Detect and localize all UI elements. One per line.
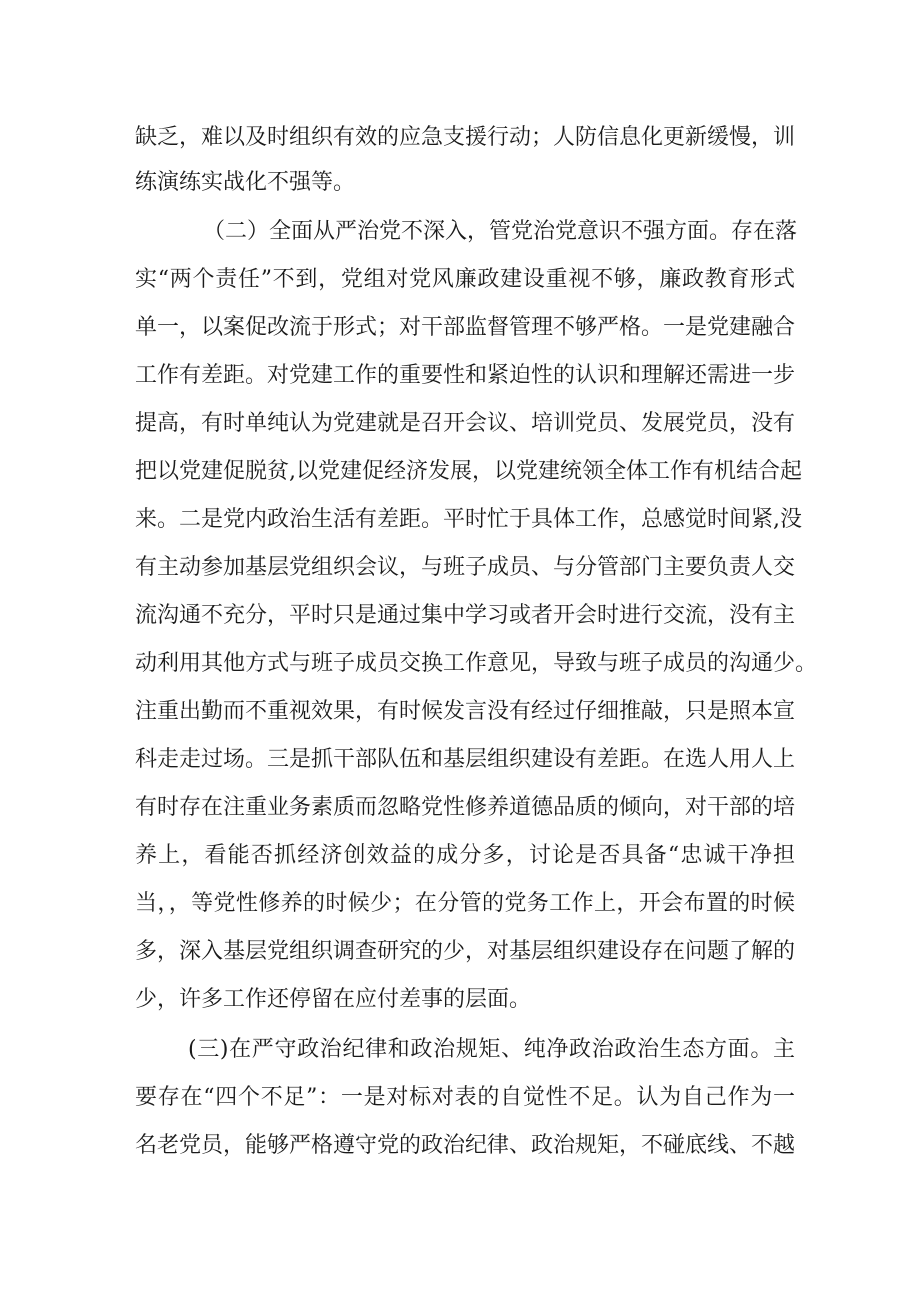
paragraph-heading-3: (三)在严守政治纪律和政治规矩、纯净政治政治生态方面。主 <box>188 1037 795 1062</box>
text-line: 有时存在注重业务素质而忽略党性修养道德品质的倾向，对干部的培 <box>135 795 796 820</box>
text-line: 流沟通不充分，平时只是通过集中学习或者开会时进行交流，没有主 <box>135 603 796 628</box>
text-line: 要存在“四个不足”：一是对标对表的自觉性不足。认为自己作为一 <box>135 1085 795 1110</box>
text-line: 当，，等党性修养的时候少；在分管的党务工作上，开会布置的时候 <box>135 891 795 916</box>
text-line: 动利用其他方式与班子成员交换工作意见，导致与班子成员的沟通少。 <box>135 651 818 676</box>
text-line: 把以党建促脱贫,以党建促经济发展，以党建统领全体工作有机结合起 <box>135 459 802 484</box>
text-line: 工作有差距。对党建工作的重要性和紧迫性的认识和理解还需进一步 <box>135 363 796 388</box>
text-line: 少，许多工作还停留在应付差事的层面。 <box>135 987 532 1012</box>
text-line: 提高，有时单纯认为党建就是召开会议、培训党员、发展党员，没有 <box>135 411 796 436</box>
text-line: 养上，看能否抓经济创效益的成分多，讨论是否具备“忠诚干净担 <box>135 843 795 868</box>
text-line: 名老党员，能够严格遵守党的政治纪律、政治规矩，不碰底线、不越 <box>135 1133 796 1158</box>
text-line: 单一，以案促改流于形式；对干部监督管理不够严格。一是党建融合 <box>135 315 796 340</box>
text-line: 实“两个责任”不到，党组对党风廉政建设重视不够，廉政教育形式 <box>135 267 795 292</box>
text-line: 练演练实战化不强等。 <box>135 170 356 195</box>
text-line: 科走走过场。三是抓干部队伍和基层组织建设有差距。在选人用人上 <box>135 747 796 772</box>
text-line: 多，深入基层党组织调查研究的少，对基层组织建设存在问题了解的 <box>135 939 796 964</box>
text-line: 注重出勤而不重视效果，有时候发言没有经过仔细推敲，只是照本宣 <box>135 699 796 724</box>
paragraph-heading-2: （二）全面从严治党不深入，管党治党意识不强方面。存在落 <box>203 219 798 244</box>
text-line: 来。二是党内政治生活有差距。平时忙于具体工作，总感觉时间紧,没 <box>135 507 802 532</box>
text-line: 有主动参加基层党组织会议，与班子成员、与分管部门主要负责人交 <box>135 555 796 580</box>
text-line: 缺乏，难以及时组织有效的应急支援行动；人防信息化更新缓慢，训 <box>135 125 796 150</box>
